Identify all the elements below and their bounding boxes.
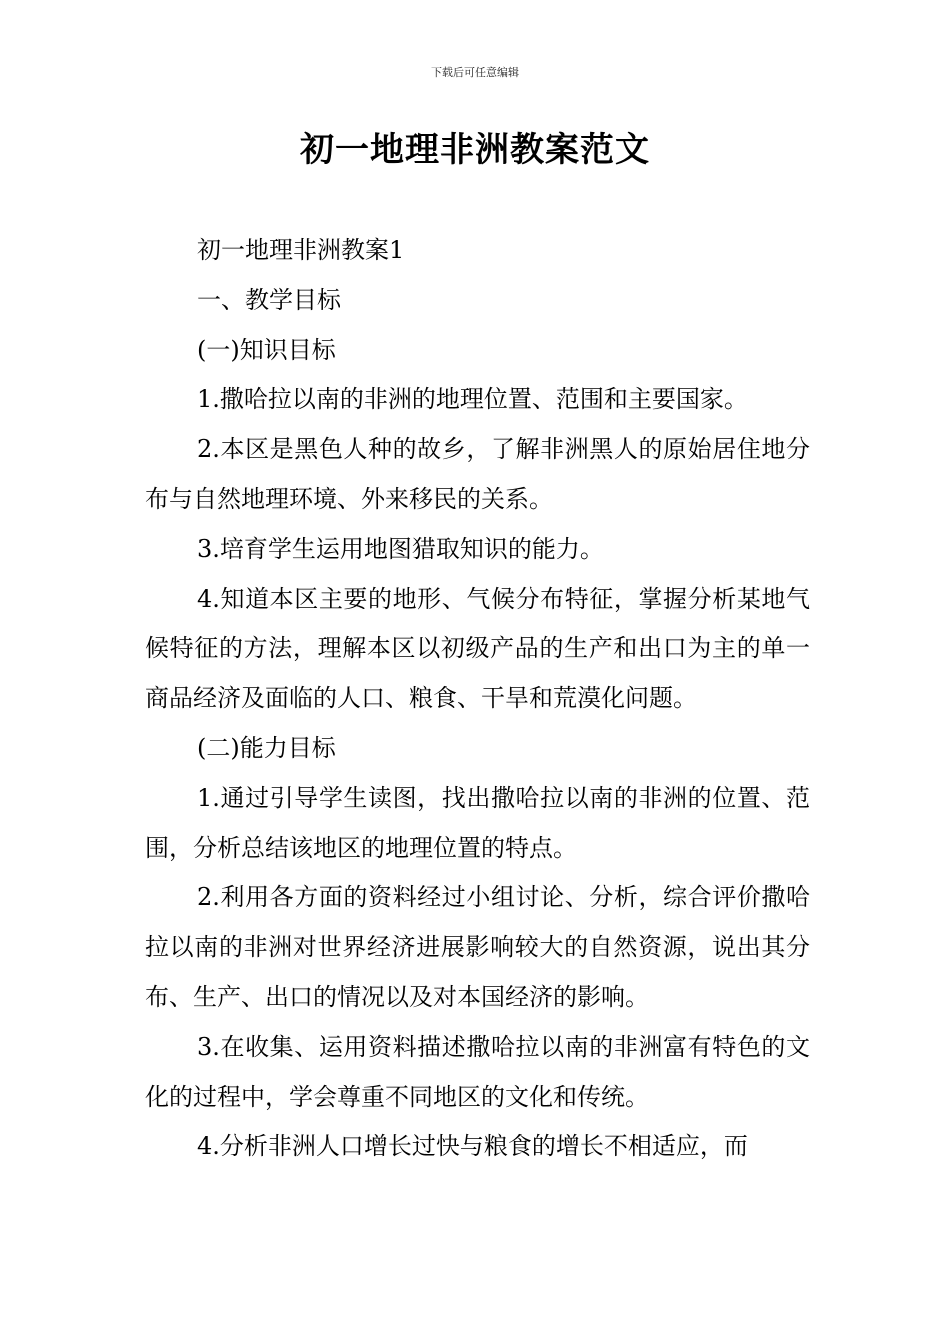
ability-goal-item: 4.分析非洲人口增长过快与粮食的增长不相适应，而	[197, 1132, 748, 1161]
lesson-heading: 初一地理非洲教案1	[197, 236, 405, 264]
ability-goal-item: 1.通过引导学生读图，找出撒哈拉以南的非洲的位置、范围，分析总结该地区的地理位置的特点。	[145, 783, 810, 862]
knowledge-goal-item: 4.知道本区主要的地形、气候分布特征，掌握分析某地气候特征的方法，理解本区以初级产品的生产和出口为主的单一商品经济及面临的人口、粮食、干旱和荒漠化问题。	[145, 584, 810, 713]
subsection-heading-knowledge-goals: (一)知识目标	[197, 335, 336, 364]
document-title: 初一地理非洲教案范文	[300, 130, 650, 170]
section-heading-teaching-goals: 一、教学目标	[197, 285, 341, 314]
knowledge-goal-item: 2.本区是黑色人种的故乡，了解非洲黑人的原始居住地分布与自然地理环境、外来移民的关系。	[145, 435, 810, 513]
header-note: 下载后可任意编辑	[431, 66, 519, 79]
ability-goal-item: 2.利用各方面的资料经过小组讨论、分析，综合评价撒哈拉以南的非洲对世界经济进展影响较大的自然资源，说出其分布、生产、出口的情况以及对本国经济的影响。	[145, 883, 810, 1011]
subsection-heading-ability-goals: (二)能力目标	[197, 733, 336, 762]
knowledge-goal-item: 1.撒哈拉以南的非洲的地理位置、范围和主要国家。	[197, 385, 748, 414]
document-body	[145, 226, 810, 1172]
ability-goal-item: 3.在收集、运用资料描述撒哈拉以南的非洲富有特色的文化的过程中，学会尊重不同地区的文化和传统。	[145, 1032, 810, 1111]
knowledge-goal-item: 3.培育学生运用地图猎取知识的能力。	[197, 534, 604, 563]
